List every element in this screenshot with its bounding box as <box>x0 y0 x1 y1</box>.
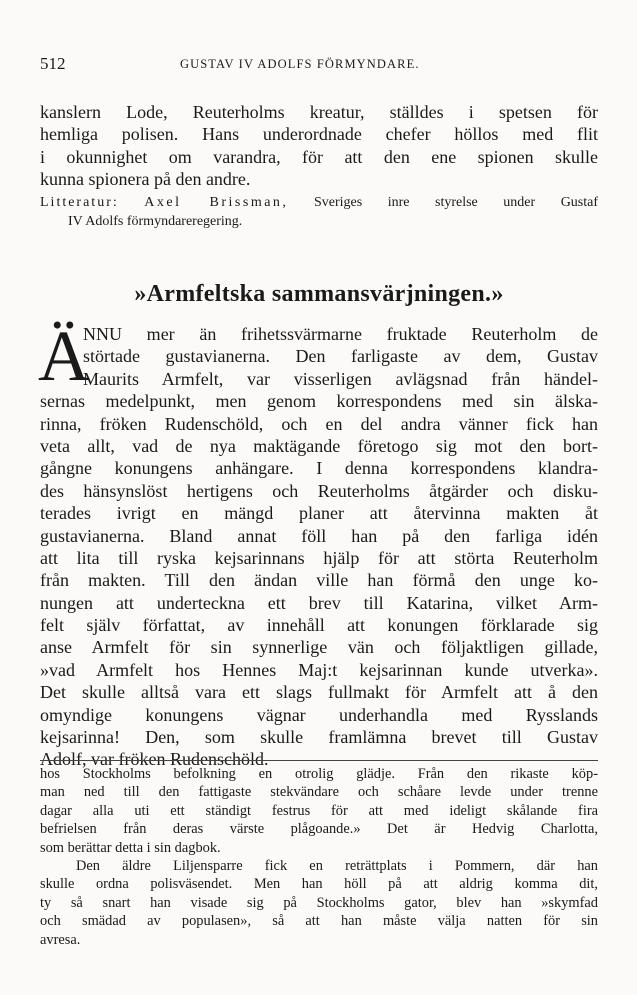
text-line: nungen att underteckna ett brev till Katarina, vilket Arm- <box>40 592 598 613</box>
text-line: från makten. Till den ändan ville han förmå den unge ko- <box>40 570 598 591</box>
text-line: att lita till ryska kejsarinnans hjälp för att störta Reuterholm <box>40 547 598 568</box>
text-line: hemliga polisen. Hans underordnade chefer höllos med flit <box>40 124 598 145</box>
footnote-line: ty så snart han visade sig på Stockholms gator, blev han »skymfad <box>40 894 598 911</box>
text-line: kunna spionera på den andre. <box>40 169 251 190</box>
literature-line <box>40 193 598 212</box>
footnote-line: hos Stockholms befolkning en otrolig glädje. Från den rikaste köp- <box>40 766 598 782</box>
page-number: 512 <box>40 54 66 73</box>
footnote-line: och smädad av populasen», så att han måste välja natten för sin <box>40 913 598 930</box>
text-line: störtade gustavianerna. Den farligaste av dem, Gustav <box>83 346 598 367</box>
text-line: anse Armfelt för sin synnerlige vän och följaktligen gillade, <box>40 637 598 658</box>
text-line: omyndige konungens vägnar underhandla med Rysslands <box>40 704 598 725</box>
literature-line: IV Adolfs förmyndareregering. <box>68 214 243 229</box>
text-line: Det skulle alltså vara ett slags fullmakt för Armfelt att å den <box>40 682 598 703</box>
text-line: gångne konungens anhängare. I denna korrespondens klandra- <box>40 458 598 479</box>
text-line: kejsarinna! Den, som skulle framlämna brevet till Gustav <box>40 727 598 748</box>
text-line: Adolf, var fröken Rudenschöld. <box>40 749 269 770</box>
text-line: i okunnighet om varandra, för att den ene spionen skulle <box>40 146 598 167</box>
literature-reference <box>40 193 598 231</box>
text-line: sernas medelpunkt, men genom korrespondens med sin älska- <box>40 391 598 412</box>
page-header <box>40 54 598 76</box>
section-title: »Armfeltska sammansvärjningen.» <box>134 281 504 307</box>
running-head: GUSTAV IV ADOLFS FÖRMYNDARE. <box>180 57 420 71</box>
text-line: NNU mer än frihetssvärmarne fruktade Reuterholm de <box>83 324 598 344</box>
footnote-divider <box>40 760 598 761</box>
footnote-line: dagar alla uti ett ständigt festrus för att med ideligt skålande fira <box>40 802 598 819</box>
drop-cap: Ä <box>38 316 90 396</box>
footnote-line: Den äldre Liljensparre fick en reträttplats i Pommern, där han <box>76 857 598 874</box>
footnote-line: avresa. <box>40 931 81 948</box>
text-line: »vad Armfelt hos Hennes Maj:t kejsarinnan kunde utverka». <box>40 659 598 680</box>
literature-author: Axel Brissman, <box>144 195 289 210</box>
text-line: veta allt, vad de nya maktägande företogo sig mot den bort- <box>40 435 598 456</box>
text-line: des hänsynslöst hertigens och Reuterholms åtgärder och disku- <box>40 480 598 501</box>
text-line: gustavianerna. Bland annat föll han på den farliga idén <box>40 525 598 546</box>
text-line: felt själv författat, av innehåll att konungen förklarade sig <box>40 615 598 636</box>
literature-title: Sveriges inre styrelse under Gustaf <box>313 195 599 210</box>
footnote-line: skulle ordna polisväsendet. Men han höll på att aldrig komma dit, <box>40 876 598 893</box>
text-line: rinna, fröken Rudenschöld, och en del andra vänner fick han <box>40 413 598 434</box>
text-line: kanslern Lode, Reuterholms kreatur, ställdes i spetsen för <box>40 102 598 122</box>
footnote-line: befrielsen från deras värste plågoande.» Det är Hedvig Charlotta, <box>40 821 598 838</box>
text-line: terades ivrigt en mängd planer att återvinna makten åt <box>40 503 598 524</box>
literature-label: Litteratur: <box>40 195 119 210</box>
text-line: Maurits Armfelt, var visserligen avlägsnad från händel- <box>83 368 598 389</box>
body-paragraph <box>40 323 598 771</box>
footnote-line: som berättar detta i sin dagbok. <box>40 839 221 856</box>
footnote-line: man ned till den fattigaste stekvändare och schåare levde under trenne <box>40 784 598 801</box>
intro-paragraph <box>40 101 598 191</box>
footnote <box>40 765 598 949</box>
